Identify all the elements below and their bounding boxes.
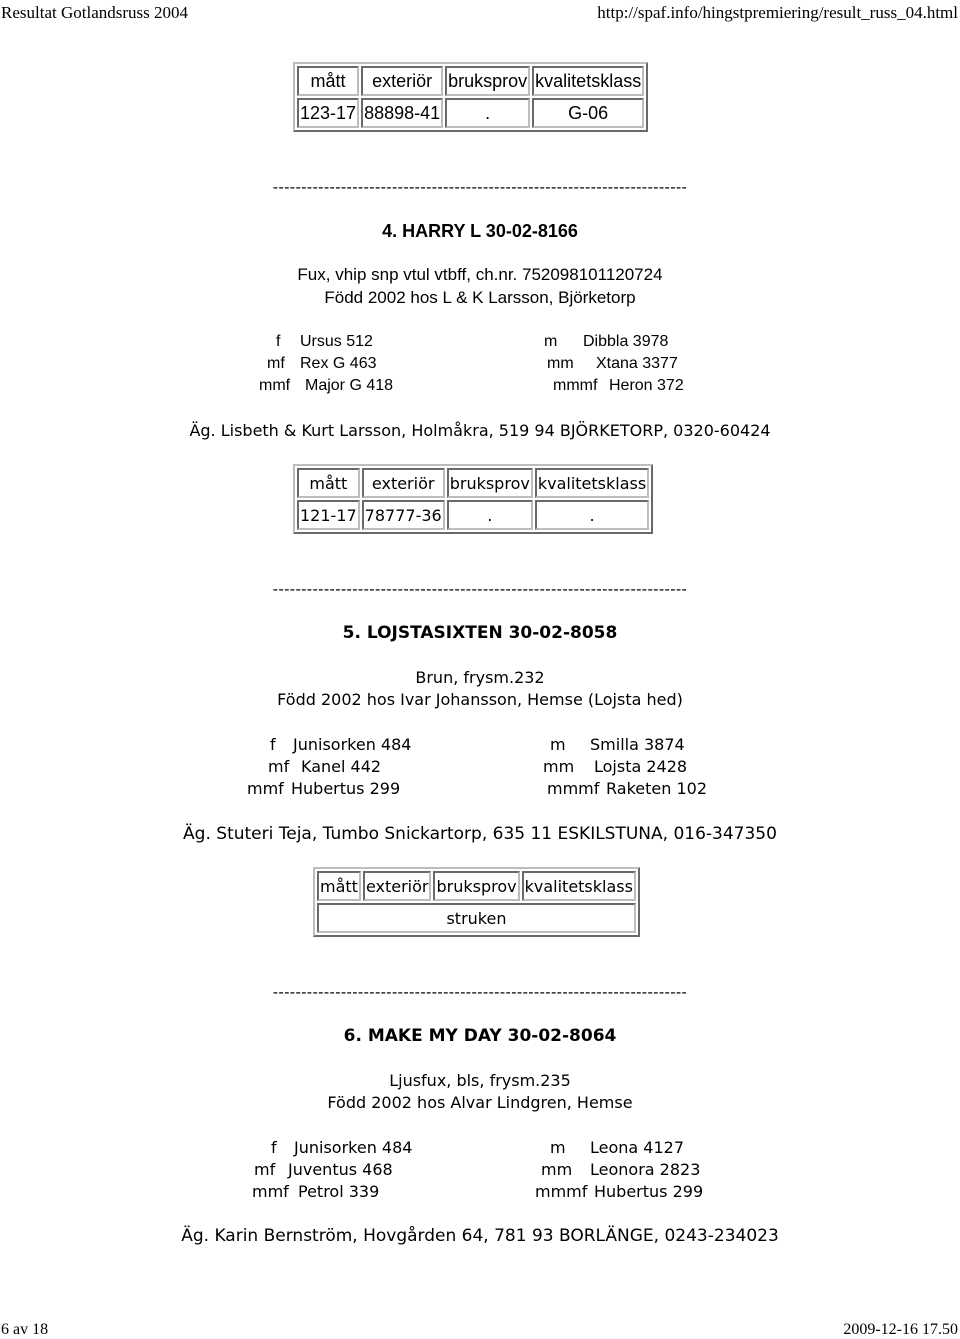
pedigree-key: mf [268, 757, 290, 776]
pedigree-row [0, 331, 960, 353]
cell-kvalitetsklass: G-06 [532, 98, 644, 128]
pedigree-key: mmmf [553, 377, 598, 394]
pedigree-dam: Hubertus 299 [594, 1182, 704, 1201]
col-header-kvalitetsklass: kvalitetsklass [535, 468, 649, 498]
col-header-exterior: exteriör [361, 66, 443, 96]
page-number: 6 av 18 [1, 1321, 49, 1338]
results-table [313, 867, 640, 937]
pedigree-row [0, 734, 960, 756]
entry-color: Ljusfux, bls, frysm.235 [389, 1071, 571, 1090]
results-table-previous [293, 62, 648, 132]
pedigree-row [0, 778, 960, 800]
cell-kvalitetsklass: . [535, 500, 649, 530]
pedigree-row [0, 1137, 960, 1159]
entry-born: Född 2002 hos Alvar Lindgren, Hemse [327, 1093, 633, 1112]
pedigree-row [0, 353, 960, 375]
pedigree-sire: Petrol 339 [298, 1182, 380, 1201]
pedigree-row [0, 1181, 960, 1203]
pedigree-sire: Ursus 512 [300, 333, 373, 350]
pedigree-key: mmmf [547, 779, 600, 798]
pedigree-sire: Rex G 463 [300, 355, 377, 372]
col-header-matt: mått [297, 66, 359, 96]
separator-line: ------------------------------------------------------------------------- [272, 179, 688, 196]
pedigree-key: mf [254, 1160, 276, 1179]
col-header-kvalitetsklass: kvalitetsklass [522, 871, 636, 901]
pedigree-dam: Xtana 3377 [596, 355, 678, 372]
pedigree-key: m [550, 735, 566, 754]
results-table [293, 464, 653, 534]
document-title: Resultat Gotlandsruss 2004 [1, 3, 188, 22]
table-row [317, 903, 636, 933]
pedigree-key: mmf [259, 377, 291, 394]
table-header-row [297, 66, 644, 96]
table-header-row [317, 871, 636, 901]
pedigree-key: mmf [247, 779, 284, 798]
cell-bruksprov: . [447, 500, 533, 530]
entry-owner: Äg. Karin Bernström, Hovgården 64, 781 93 BORLÄNGE, 0243-234023 [181, 1226, 779, 1246]
pedigree-key: m [550, 1138, 566, 1157]
col-header-exterior: exteriör [363, 871, 432, 901]
separator-line: ------------------------------------------------------------------------- [272, 984, 688, 1001]
pedigree-sire: Junisorken 484 [293, 735, 412, 754]
pedigree-sire: Junisorken 484 [294, 1138, 413, 1157]
pedigree-dam: Smilla 3874 [590, 735, 685, 754]
pedigree-dam: Raketen 102 [606, 779, 707, 798]
pedigree-key: mm [543, 757, 575, 776]
pedigree-dam: Leona 4127 [590, 1138, 685, 1157]
pedigree-key: mmf [252, 1182, 289, 1201]
table-header-row [297, 468, 649, 498]
pedigree-key: mmmf [535, 1182, 588, 1201]
col-header-matt: mått [317, 871, 361, 901]
table-row [297, 98, 644, 128]
col-header-bruksprov: bruksprov [445, 66, 530, 96]
separator-line: ------------------------------------------------------------------------- [272, 581, 688, 598]
pedigree-key: f [276, 333, 281, 350]
pedigree-key: mm [547, 355, 574, 372]
pedigree-key: mf [267, 355, 285, 372]
pedigree-row [0, 756, 960, 778]
pedigree-key: m [544, 333, 558, 350]
pedigree-sire: Major G 418 [305, 377, 394, 394]
pedigree-dam: Heron 372 [609, 377, 684, 394]
pedigree-key: f [271, 1138, 277, 1157]
pedigree-dam: Lojsta 2428 [594, 757, 688, 776]
pedigree-dam: Dibbla 3978 [583, 333, 669, 350]
pedigree-sire: Hubertus 299 [291, 779, 401, 798]
cell-matt: 121-17 [297, 500, 360, 530]
table-row [297, 500, 649, 530]
cell-matt: 123-17 [297, 98, 359, 128]
entry-color: Brun, frysm.232 [415, 668, 545, 687]
entry-born: Född 2002 hos L & K Larsson, Björketorp [324, 288, 636, 307]
pedigree-sire: Juventus 468 [288, 1160, 393, 1179]
entry-color: Fux, vhip snp vtul vtbff, ch.nr. 752098101120724 [297, 265, 663, 284]
pedigree-sire: Kanel 442 [301, 757, 382, 776]
pedigree-row [0, 1159, 960, 1181]
pedigree-key: mm [541, 1160, 573, 1179]
print-footer [0, 1321, 960, 1338]
entry-owner: Äg. Lisbeth & Kurt Larsson, Holmåkra, 519 94 BJÖRKETORP, 0320-60424 [189, 421, 771, 440]
pedigree-dam: Leonora 2823 [590, 1160, 701, 1179]
entry-owner: Äg. Stuteri Teja, Tumbo Snickartorp, 635 11 ESKILSTUNA, 016-347350 [183, 824, 777, 844]
pedigree-row [0, 375, 960, 397]
cell-struken: struken [317, 903, 636, 933]
col-header-matt: mått [297, 468, 360, 498]
entry-title: 5. LOJSTASIXTEN 30-02-8058 [342, 623, 618, 643]
entry-title: 6. MAKE MY DAY 30-02-8064 [343, 1026, 617, 1046]
cell-bruksprov: . [445, 98, 530, 128]
print-datetime: 2009-12-16 17.50 [843, 1321, 958, 1338]
col-header-kvalitetsklass: kvalitetsklass [532, 66, 644, 96]
entry-title: 4. HARRY L 30-02-8166 [382, 221, 578, 241]
entry-born: Född 2002 hos Ivar Johansson, Hemse (Lojsta hed) [277, 690, 683, 709]
pedigree-key: f [270, 735, 276, 754]
col-header-bruksprov: bruksprov [433, 871, 519, 901]
print-header [0, 3, 960, 23]
cell-exterior: 78777-36 [362, 500, 445, 530]
cell-exterior: 88898-41 [361, 98, 443, 128]
col-header-exterior: exteriör [362, 468, 445, 498]
document-url: http://spaf.info/hingstpremiering/result_russ_04.html [597, 3, 958, 22]
col-header-bruksprov: bruksprov [447, 468, 533, 498]
